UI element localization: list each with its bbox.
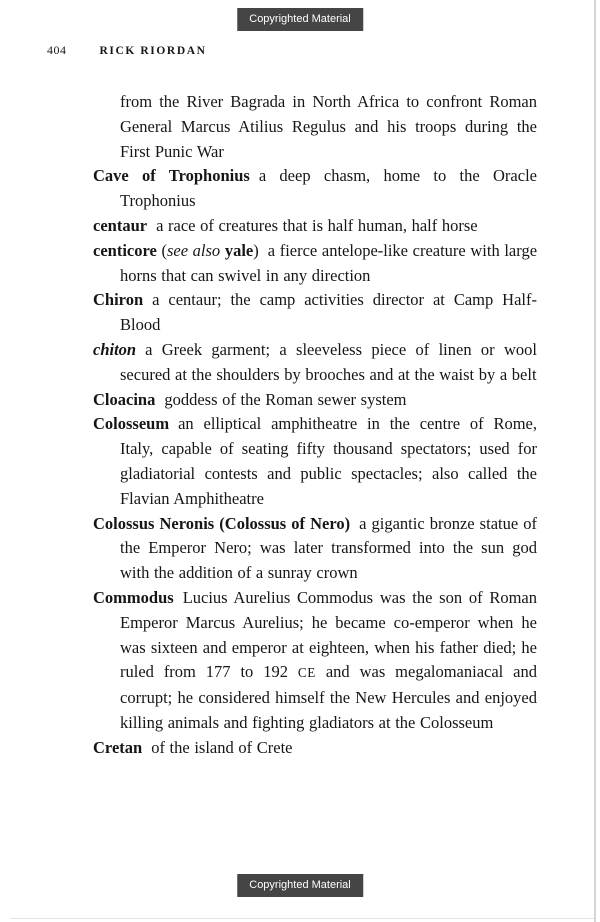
bottom-copyright-banner: [237, 874, 363, 897]
bottom-copyright-label: Copyrighted Material: [249, 879, 351, 891]
entry-definition: from the River Bagrada in North Africa to confront Roman General Marcus Atilius Regulus and his troops during the First Punic War: [120, 92, 537, 161]
glossary-entry: [93, 288, 537, 338]
entry-definition: a gigantic bronze statue of the Emperor Nero; was later transformed into the sun god with the addition of a sunray crown: [120, 513, 537, 583]
entry-term: Cretan: [93, 737, 143, 757]
entry-term: Cloacina: [93, 389, 156, 409]
running-header-author: RICK RIORDAN: [99, 45, 207, 57]
entry-definition: a Greek garment; a sleeveless piece of linen or wool secured at the shoulders by brooches and at the waist by a belt: [120, 339, 537, 384]
page-edge-bottom: [10, 918, 594, 919]
running-head: [47, 43, 207, 58]
glossary-entry: [93, 388, 537, 413]
entry-term: Colosseum: [93, 414, 170, 434]
top-copyright-banner: [237, 8, 363, 31]
entry-term: Cave of Trophonius: [93, 166, 250, 186]
glossary-entry: [93, 736, 537, 761]
glossary-entry: [93, 412, 537, 511]
entry-term: centicore (see also yale): [93, 240, 259, 260]
entry-term: Chiron: [93, 290, 144, 310]
glossary-entry: [93, 239, 537, 289]
glossary-entry: [93, 164, 537, 214]
top-copyright-label: Copyrighted Material: [249, 13, 351, 25]
entry-definition: Lucius Aurelius Commodus was the son of Roman Emperor Marcus Aurelius; he became co-emperor when he was sixteen and emperor at eighteen, when his father died; he ruled from 177 to 192 CE and was megalomaniacal and corrupt; he considered himself the New Hercules and enjoyed killing animals and fighting gladiators at the Colosseum: [120, 587, 538, 732]
entry-term: Commodus: [93, 587, 174, 607]
glossary-entry: [93, 338, 537, 388]
entry-term: centaur: [93, 215, 148, 235]
glossary-entry: [93, 512, 537, 586]
entry-term: Colossus Neronis (Colossus of Nero): [93, 513, 351, 533]
entry-definition: a fierce antelope-like creature with large horns that can swivel in any direction: [120, 240, 538, 285]
page-number: 404: [47, 43, 67, 57]
entry-term: chiton: [93, 339, 137, 359]
entry-definition: a centaur; the camp activities director at Camp Half-Blood: [120, 290, 537, 335]
page-edge-right: [594, 0, 596, 922]
glossary-entry: [93, 586, 537, 736]
entry-definition: a deep chasm, home to the Oracle Trophonius: [120, 166, 537, 211]
glossary: [93, 90, 537, 761]
entry-definition: of the island of Crete: [151, 737, 293, 757]
glossary-entry: [93, 214, 537, 239]
entry-definition: an elliptical amphitheatre in the centre of Rome, Italy, capable of seating fifty thousand spectators; used for gladiatorial contests and public spectacles; also called the Flavian Amphitheatre: [120, 414, 537, 508]
glossary-entry: [93, 90, 537, 164]
entry-definition: a race of creatures that is half human, half horse: [156, 215, 478, 235]
entry-definition: goddess of the Roman sewer system: [164, 389, 407, 409]
